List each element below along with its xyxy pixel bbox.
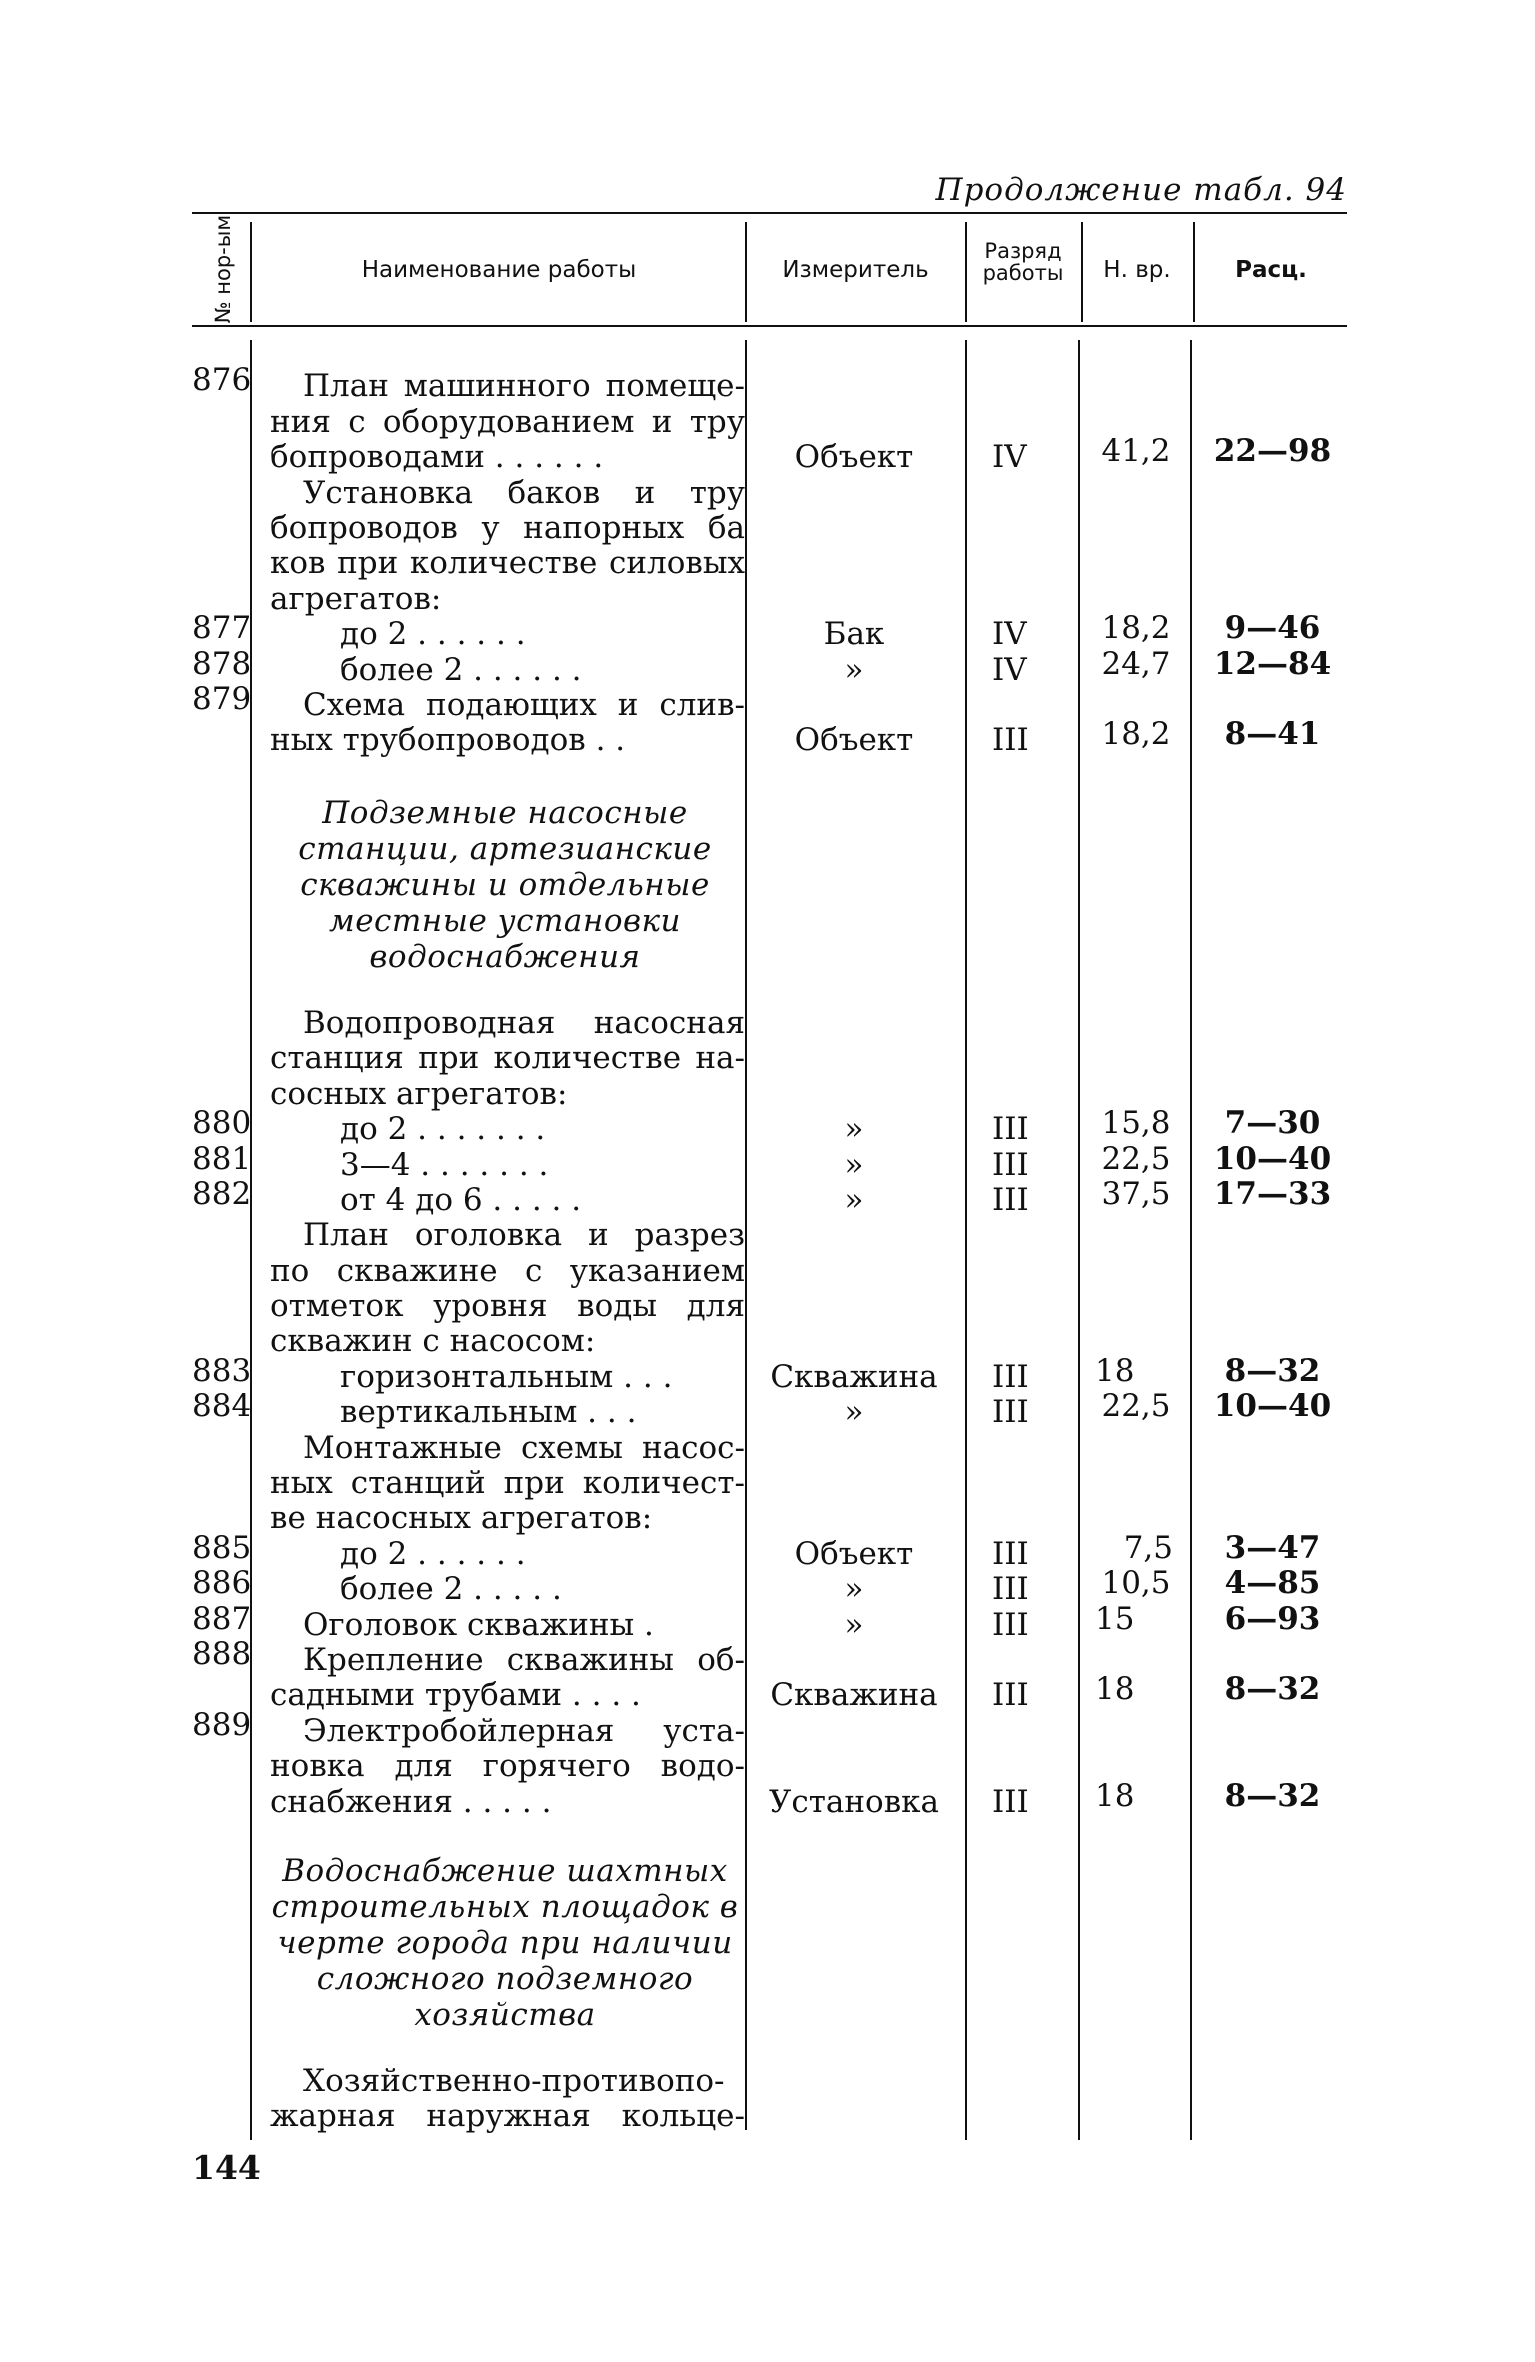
col-divider-3-body — [965, 340, 967, 2140]
section-heading-line: местные установки — [329, 903, 681, 939]
text-line: 3—4 . . . . . . . — [340, 1147, 549, 1183]
text-line: ных трубопроводов . . — [270, 722, 626, 758]
norm-time-cell: 15 — [1095, 1601, 1135, 1637]
header-grade: Разряд работы — [982, 239, 1064, 286]
norm-time-cell: 7,5 — [1123, 1530, 1173, 1566]
rate-cell: 8—41 — [1224, 716, 1321, 752]
rate-cell: 8—32 — [1224, 1778, 1321, 1814]
text-line: сосных агрегатов: — [270, 1076, 568, 1112]
text-line: ния с оборудованием и тру — [270, 404, 745, 440]
header-unit: Измеритель — [782, 257, 929, 283]
section-heading-line: хозяйства — [414, 1997, 596, 2033]
text-line: Оголовок скважины . — [303, 1607, 654, 1643]
grade-cell: IV — [992, 616, 1027, 652]
norm-time-cell: 18 — [1095, 1353, 1135, 1389]
norm-time-cell: 37,5 — [1101, 1176, 1171, 1212]
rate-cell: 4—85 — [1224, 1565, 1321, 1601]
text-line: ве насосных агрегатов: — [270, 1500, 653, 1536]
text-line: Монтажные схемы насос- — [303, 1430, 745, 1466]
text-line: агрегатов: — [270, 581, 442, 617]
unit-cell: » — [844, 1111, 864, 1147]
norm-time-cell: 18 — [1095, 1778, 1135, 1814]
norm-time-cell: 18,2 — [1101, 716, 1171, 752]
header-num: № нор-ым — [210, 214, 235, 324]
col-divider-4-body — [1078, 340, 1080, 2140]
grade-cell: IV — [992, 439, 1027, 475]
text-line: План машинного помеще- — [303, 368, 745, 404]
norm-time-cell: 10,5 — [1101, 1565, 1171, 1601]
row-number: 880 — [192, 1105, 252, 1141]
norm-time-cell: 18 — [1095, 1671, 1135, 1707]
unit-cell: Установка — [768, 1784, 940, 1820]
text-line: по скважине с указанием — [270, 1253, 745, 1289]
col-divider-2 — [745, 222, 747, 322]
section-heading-line: сложного подземного — [316, 1961, 694, 1997]
grade-cell: III — [992, 1784, 1029, 1820]
grade-cell: III — [992, 1147, 1029, 1183]
page-number: 144 — [192, 2148, 261, 2187]
row-number: 886 — [192, 1565, 252, 1601]
grade-cell: III — [992, 1607, 1029, 1643]
text-line: снабжения . . . . . — [270, 1784, 552, 1820]
section-heading-line: Подземные насосные — [322, 795, 688, 831]
text-line: ков при количестве силовых — [270, 545, 745, 581]
text-line: до 2 . . . . . . . — [340, 1111, 546, 1147]
grade-cell: III — [992, 1111, 1029, 1147]
text-line: Схема подающих и слив- — [303, 687, 745, 723]
row-number: 881 — [192, 1141, 252, 1177]
unit-cell: » — [844, 1147, 864, 1183]
section-heading-line: водоснабжения — [369, 939, 641, 975]
rate-cell: 10—40 — [1213, 1388, 1332, 1424]
text-line: Водопроводная насосная — [303, 1005, 745, 1041]
unit-cell: » — [844, 1182, 864, 1218]
rate-cell: 8—32 — [1224, 1671, 1321, 1707]
text-line: до 2 . . . . . . — [340, 616, 526, 652]
row-number: 882 — [192, 1176, 252, 1212]
unit-cell: Объект — [794, 722, 914, 758]
header-nvr: Н. вр. — [1103, 257, 1171, 283]
text-line: садными трубами . . . . — [270, 1677, 641, 1713]
text-line: Установка баков и тру — [303, 475, 745, 511]
grade-cell: III — [992, 1571, 1029, 1607]
rate-cell: 3—47 — [1224, 1530, 1321, 1566]
norm-time-cell: 18,2 — [1101, 610, 1171, 646]
row-number: 879 — [192, 681, 252, 717]
text-line: бопроводами . . . . . . — [270, 439, 604, 475]
header-name: Наименование работы — [361, 257, 637, 283]
unit-cell: » — [844, 652, 864, 688]
grade-cell: III — [992, 1536, 1029, 1572]
grade-cell: III — [992, 1359, 1029, 1395]
row-number: 878 — [192, 646, 252, 682]
row-number: 877 — [192, 610, 252, 646]
row-number: 884 — [192, 1388, 252, 1424]
grade-cell: III — [992, 722, 1029, 758]
section-heading-line: станции, артезианские — [298, 831, 712, 867]
text-line: новка для горячего водо- — [270, 1748, 745, 1784]
section-heading-line: черте города при наличии — [277, 1925, 733, 1961]
section-heading-line: скважины и отдельные — [300, 867, 710, 903]
section-heading-line: строительных площадок в — [271, 1889, 739, 1925]
table-top-rule — [192, 212, 1347, 214]
text-line: станция при количестве на- — [270, 1040, 745, 1076]
rate-cell: 22—98 — [1213, 433, 1332, 469]
unit-cell: Объект — [794, 439, 914, 475]
row-number: 889 — [192, 1707, 252, 1743]
unit-cell: » — [844, 1607, 864, 1643]
text-line: жарная наружная кольце- — [270, 2098, 745, 2134]
rate-cell: 7—30 — [1224, 1105, 1321, 1141]
row-number: 888 — [192, 1636, 252, 1672]
text-line: вертикальным . . . — [340, 1394, 637, 1430]
grade-cell: IV — [992, 652, 1027, 688]
grade-cell: III — [992, 1182, 1029, 1218]
norm-time-cell: 22,5 — [1101, 1388, 1171, 1424]
text-line: ных станций при количест- — [270, 1465, 745, 1501]
text-line: План оголовка и разрез — [303, 1217, 745, 1253]
rate-cell: 17—33 — [1213, 1176, 1332, 1212]
unit-cell: » — [844, 1571, 864, 1607]
rate-cell: 8—32 — [1224, 1353, 1321, 1389]
text-line: горизонтальным . . . — [340, 1359, 673, 1395]
header-bottom-rule — [192, 325, 1347, 327]
row-number: 887 — [192, 1601, 252, 1637]
rate-cell: 9—46 — [1224, 610, 1321, 646]
norm-time-cell: 41,2 — [1101, 433, 1171, 469]
rate-cell: 12—84 — [1213, 646, 1332, 682]
text-line: до 2 . . . . . . — [340, 1536, 526, 1572]
row-number: 876 — [192, 362, 252, 398]
section-heading-line: Водоснабжение шахтных — [282, 1853, 728, 1889]
grade-cell: III — [992, 1677, 1029, 1713]
grade-cell: III — [992, 1394, 1029, 1430]
text-line: более 2 . . . . . — [340, 1571, 562, 1607]
norm-time-cell: 24,7 — [1101, 646, 1171, 682]
text-line: Хозяйственно-противопо- — [303, 2063, 725, 2099]
text-line: Крепление скважины об- — [303, 1642, 745, 1678]
text-line: Электробойлерная уста- — [303, 1713, 745, 1749]
unit-cell: » — [844, 1394, 864, 1430]
text-line: более 2 . . . . . . — [340, 652, 582, 688]
rate-cell: 10—40 — [1213, 1141, 1332, 1177]
row-number: 885 — [192, 1530, 252, 1566]
col-divider-1 — [250, 222, 252, 322]
norm-time-cell: 22,5 — [1101, 1141, 1171, 1177]
header-rate: Расц. — [1235, 257, 1307, 283]
row-number: 883 — [192, 1353, 252, 1389]
unit-cell: Бак — [823, 616, 885, 652]
text-line: бопроводов у напорных ба — [270, 510, 745, 546]
col-divider-2-body — [745, 340, 747, 2130]
norm-time-cell: 15,8 — [1101, 1105, 1171, 1141]
text-line: отметок уровня воды для — [270, 1288, 745, 1324]
unit-cell: Скважина — [770, 1359, 938, 1395]
text-line: от 4 до 6 . . . . . — [340, 1182, 582, 1218]
text-line: скважин с насосом: — [270, 1323, 596, 1359]
rate-cell: 6—93 — [1224, 1601, 1321, 1637]
unit-cell: Скважина — [770, 1677, 938, 1713]
continuation-caption: Продолжение табл. 94 — [935, 172, 1347, 208]
unit-cell: Объект — [794, 1536, 914, 1572]
